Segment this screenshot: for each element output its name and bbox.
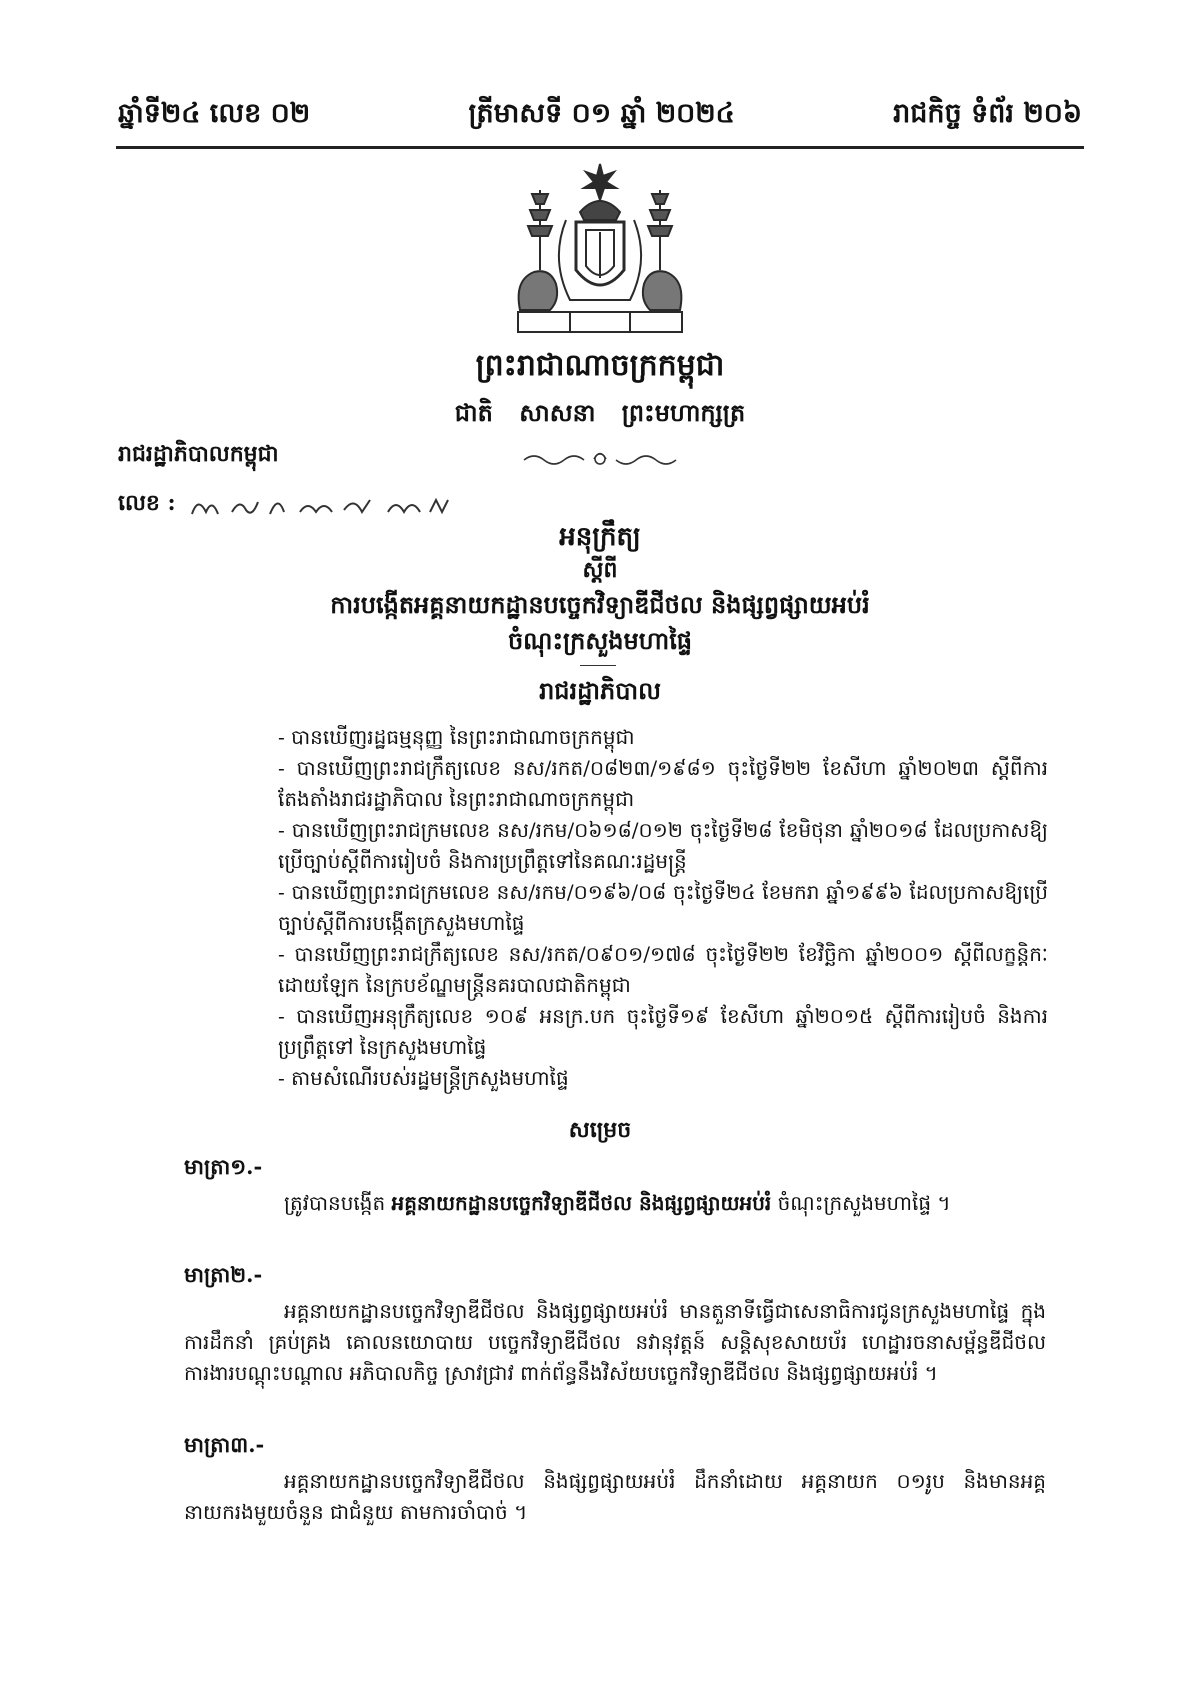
handwritten-number-icon (184, 488, 464, 522)
preamble-list (278, 722, 1048, 1094)
motto-king: ព្រះមហាក្សត្រ (621, 398, 746, 427)
preamble-item: - បានឃើញព្រះរាជក្រឹត្យលេខ នស/រកត/០៨២៣/១៩៨១ ចុះថ្ងៃទី២២ ខែសីហា ឆ្នាំ២០២៣ ស្តីពីការតែងតាំងរាជរដ្ឋាភិបាល នៃព្រះរាជាណាចក្រកម្ពុជា (278, 756, 1048, 811)
article-2-text: អគ្គនាយកដ្ឋានបច្ចេកវិទ្យាឌីជីថល និងផ្សព្វផ្សាយអប់រំ មានតួនាទីធ្វើជាសេនាធិការជូនក្រសួងមហាផ្ទៃ ក្នុងការដឹកនាំ គ្រប់គ្រង គោលនយោបាយ បច្ចេកវិទ្យាឌីជីថល នវានុវត្តន៍ សន្តិសុខសាយប័រ ហេដ្ឋារចនាសម្ព័ន្ធឌីជីថល ការងារបណ្តុះបណ្តាល អភិបាលកិច្ច ស្រាវជ្រាវ ពាក់ព័ន្ធនឹងវិស័យបច្ចេកវិទ្យាឌីជីថល និងផ្សព្វផ្សាយអប់រំ ។ (184, 1299, 1046, 1385)
kingdom-name: ព្រះរាជាណាចក្រកម្ពុជា (475, 348, 725, 383)
preamble-item: - បានឃើញព្រះរាជក្រមលេខ នស/រកម/០១៩៦/០៨ ចុះថ្ងៃទី២៤ ខែមករា ឆ្នាំ១៩៩៦ ដែលប្រកាសឱ្យប្រើច្បាប់ស្តីពីការបង្កើតក្រសួងមហាផ្ទៃ (278, 880, 1048, 935)
title-divider (580, 665, 616, 666)
article-3-body (184, 1466, 1046, 1528)
issuing-government: រាជរដ្ឋាភិបាលកម្ពុជា (118, 441, 279, 467)
preamble-item: - បានឃើញអនុក្រឹត្យលេខ ១០៩ អនក្រ.បក ចុះថ្ងៃទី១៩ ខែសីហា ឆ្នាំ២០១៥ ស្តីពីការរៀបចំ និងការប្រព្រឹត្តទៅ នៃក្រសួងមហាផ្ទៃ (278, 1004, 1048, 1059)
header-divider (116, 146, 1084, 149)
document-type: អនុក្រឹត្យ (559, 522, 641, 552)
royal-coat-of-arms-icon (510, 160, 690, 340)
preamble-item: - តាមសំណើរបស់រដ្ឋមន្ត្រីក្រសួងមហាផ្ទៃ (278, 1066, 569, 1090)
article-2-body (184, 1296, 1046, 1389)
page-number: រាជកិច្ច ទំព័រ ២០៦ (893, 97, 1082, 129)
about-label: ស្តីពី (582, 557, 618, 583)
subject-line-1: ការបង្កើតអគ្គនាយកដ្ឋានបច្ចេកវិទ្យាឌីជីថល និងផ្សព្វផ្សាយអប់រំ (330, 590, 870, 619)
motto-religion: សាសនា (519, 398, 596, 427)
issuing-body: រាជរដ្ឋាភិបាល (539, 676, 661, 705)
article-2-heading: មាត្រា២.- (184, 1262, 263, 1287)
article-3-text: អគ្គនាយកដ្ឋានបច្ចេកវិទ្យាឌីជីថល និងផ្សព្វផ្សាយអប់រំ ដឹកនាំដោយ អគ្គនាយក ០១រូប និងមានអគ្គនាយករងមួយចំនួន ជាជំនួយ តាមការចាំបាច់ ។ (184, 1469, 1046, 1524)
article-1-entity-name: អគ្គនាយកដ្ឋានបច្ចេកវិទ្យាឌីជីថល និងផ្សព្វផ្សាយអប់រំ (391, 1191, 772, 1215)
issue-number: ឆ្នាំទី២៤ លេខ ០២ (118, 97, 311, 129)
article-1-heading: មាត្រា១.- (184, 1154, 263, 1179)
gazette-header (118, 96, 1082, 136)
article-1-rest: ចំណុះក្រសួងមហាផ្ទៃ ។ (777, 1191, 951, 1215)
preamble-item: - បានឃើញព្រះរាជក្រមលេខ នស/រកម/០៦១៨/០១២ ចុះថ្ងៃទី២៨ ខែមិថុនា ឆ្នាំ២០១៨ ដែលប្រកាសឱ្យប្រើច្បាប់ស្តីពីការរៀបចំ និងការប្រព្រឹត្តទៅនៃគណៈរដ្ឋមន្ត្រី (278, 818, 1048, 873)
preamble-item: - បានឃើញព្រះរាជក្រឹត្យលេខ នស/រកត/០៩០១/១៧៨ ចុះថ្ងៃទី២២ ខែវិច្ឆិកា ឆ្នាំ២០០១ ស្តីពីលក្ខន្តិកៈដោយឡែក នៃក្របខ័ណ្ឌមន្ត្រីនគរបាលជាតិកម្ពុជា (278, 942, 1048, 997)
quarter-label: ត្រីមាសទី ០១ ឆ្នាំ ២០២៤ (468, 97, 735, 129)
national-motto (300, 398, 900, 433)
preamble-item: - បានឃើញរដ្ឋធម្មនុញ្ញ នៃព្រះរាជាណាចក្រកម្ពុជា (278, 725, 635, 749)
motto-nation: ជាតិ (454, 398, 493, 427)
decision-heading: សម្រេច (568, 1117, 632, 1143)
decree-number-line (118, 488, 464, 522)
article-1-body (184, 1188, 1046, 1219)
article-3-heading: មាត្រា៣.- (184, 1432, 265, 1457)
subject-line-2: ចំណុះក្រសួងមហាផ្ទៃ (507, 626, 693, 655)
ornament-divider-icon (520, 448, 680, 470)
article-1-lead: ត្រូវបានបង្កើត (284, 1191, 386, 1215)
number-label: លេខ : (118, 490, 176, 516)
